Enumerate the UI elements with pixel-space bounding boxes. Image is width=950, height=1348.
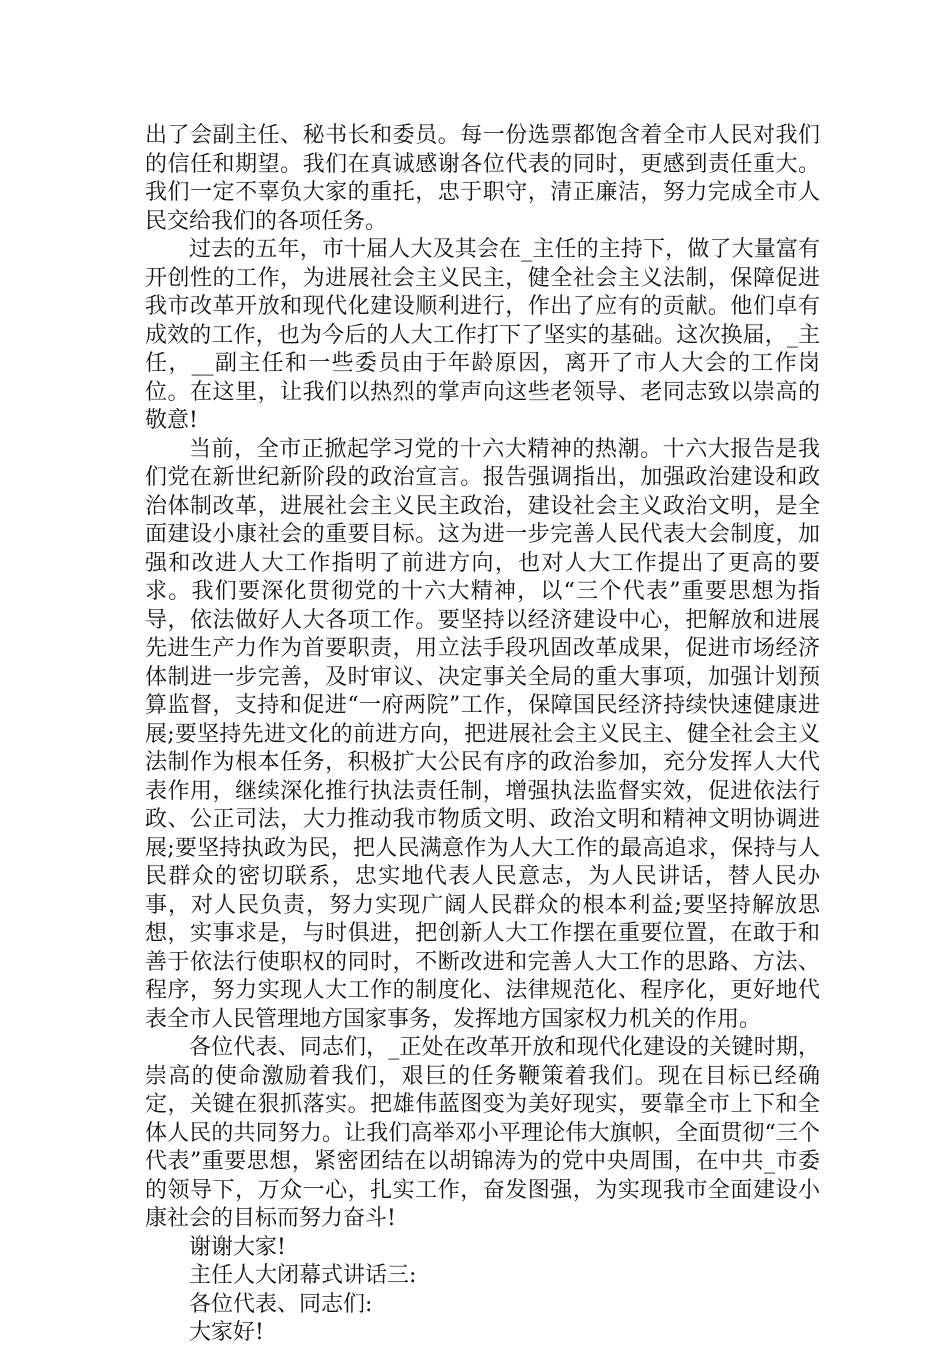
closing-line-thanks: 谢谢大家! <box>189 1234 286 1260</box>
closing-line-salutation: 各位代表、同志们: <box>189 1291 373 1317</box>
closing-line-heading: 主任人大闭幕式讲话三: <box>189 1263 417 1288</box>
paragraph: 当前，全市正掀起学习党的十六大精神的热潮。十六大报告是我们党在新世纪新阶段的政治宣言。报告强调指出，加强政治建设和政治体制改革，进展社会主义民主政治，建设社会主义政治文明，是全面建设小康社会的重要目标。这为进一步完善人民代表大会制度，加强和改进人大工作指明了前进方向，也对人大工作提出了更高的要求。我们要深化贯彻党的十六大精神，以“三个代表”重要思想为指导，依法做好人大各项工作。要坚持以经济建设中心，把解放和进展先进生产力作为首要职责，用立法手段巩固改革成果，促进市场经济体制进一步完善，及时审议、决定事关全局的重大事项，加强计划预算监督，支持和促进“一府两院”工作，保障国民经济持续快速健康进展;要坚持先进文化的前进方向，把进展社会主义民主、健全社会主义法制作为根本任务，积极扩大公民有序的政治参加，充分发挥人大代表作用，继续深化推行执法责任制，增强执法监督实效，促进依法行政、公正司法，大力推动我市物质文明、政治文明和精神文明协调进展;要坚持执政为民，把人民满意作为人大工作的最高追求，保持与人民群众的密切联系，忠实地代表人民意志，为人民讲话，替人民办事，对人民负责，努力实现广阔人民群众的根本利益;要坚持解放思想，实事求是，与时俱进，把创新人大工作摆在重要位置，在敢于和善于依法行使职权的同时，不断改进和完善人大工作的思路、方法、程序，努力实现人大工作的制度化、法律规范化、程序化，更好地代表全市人民管理地方国家事务，发挥地方国家权力机关的作用。 <box>145 436 820 1032</box>
paragraph: 出了会副主任、秘书长和委员。每一份选票都饱含着全市人民对我们的信任和期望。我们在真诚感谢各位代表的同时，更感到责任重大。我们一定不辜负大家的重托，忠于职守，清正廉洁，努力完成全市人民交给我们的各项任务。 <box>145 123 820 234</box>
paragraph: 过去的五年，市十届人大及其会在_主任的主持下，做了大量富有开创性的工作，为进展社会主义民主，健全社会主义法制，保障促进我市改革开放和现代化建设顺利进行，作出了应有的贡献。他们卓有成效的工作，也为今后的人大工作打下了坚实的基础。这次换届，_主任，__副主任和一些委员由于年龄原因，离开了市人大会的工作岗位。在这里，让我们以热烈的掌声向这些老领导、老同志致以崇高的敬意! <box>145 237 820 433</box>
document-body <box>145 122 820 1348</box>
closing-line-greeting: 大家好! <box>189 1320 264 1345</box>
paragraph: 各位代表、同志们，_正处在改革开放和现代化建设的关键时期，崇高的使命激励着我们，艰巨的任务鞭策着我们。现在目标已经确定，关键在狠抓落实。把雄伟蓝图变为美好现实，要靠全市上下和全体人民的共同努力。让我们高举邓小平理论伟大旗帜，全面贯彻“三个代表”重要思想，紧密团结在以胡锦涛为的党中央周围，在中共_市委的领导下，万众一心，扎实工作，奋发图强，为实现我市全面建设小康社会的目标而努力奋斗! <box>145 1035 820 1231</box>
